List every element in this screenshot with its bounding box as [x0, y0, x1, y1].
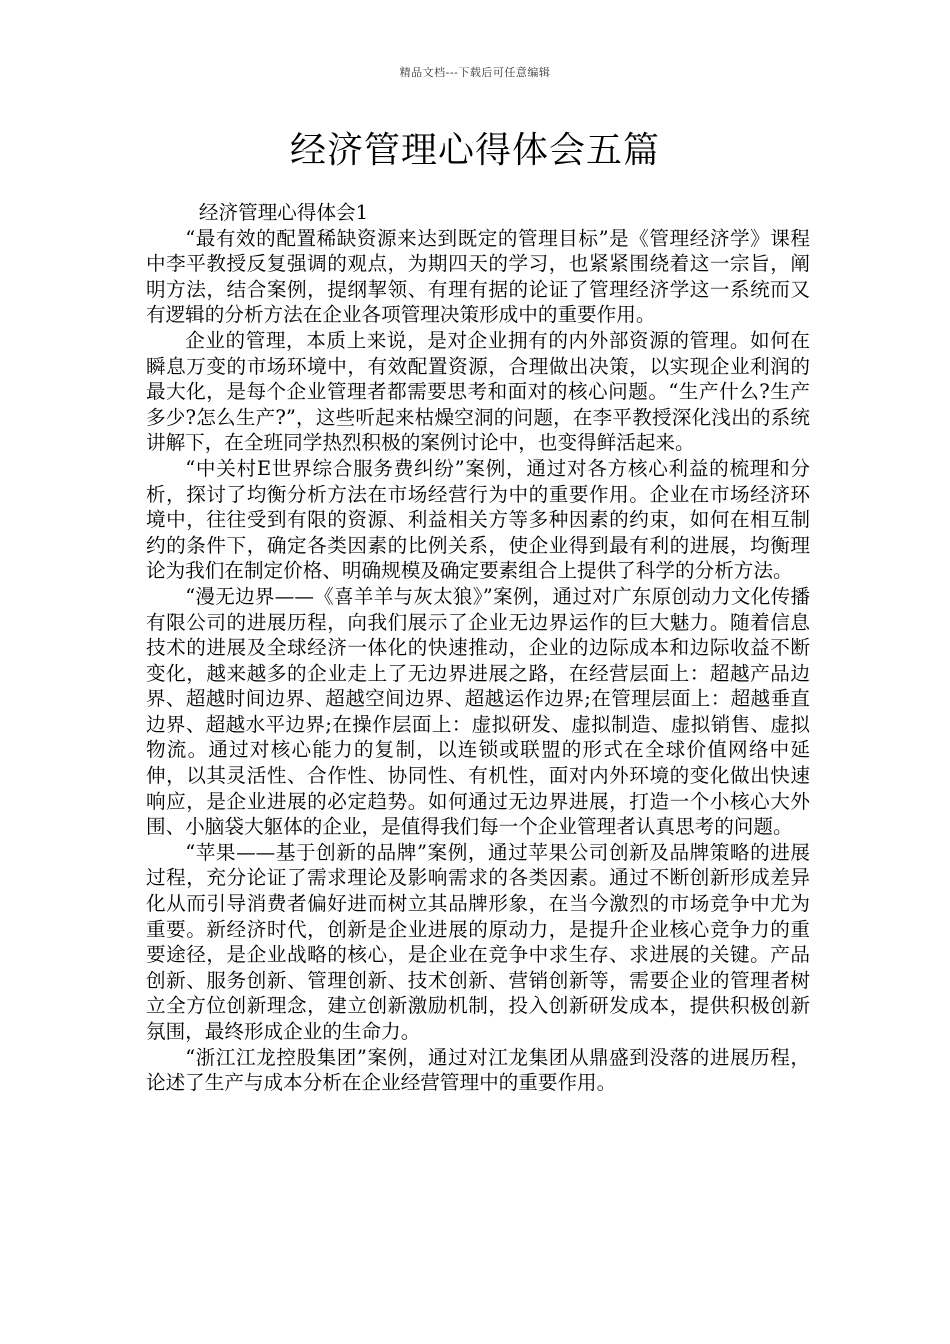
- paragraph: 企业的管理，本质上来说，是对企业拥有的内外部资源的管理。如何在瞬息万变的市场环境中，有效配置资源，合理做出决策，以实现企业利润的最大化，是每个企业管理者都需要思考和面对的核心问题。“生产什么?生产多少?怎么生产?”，这些听起来枯燥空洞的问题，在李平教授深化浅出的系统讲解下，在全班同学热烈积极的案例讨论中，也变得鲜活起来。: [146, 328, 810, 455]
- paragraph: “中关村E世界综合服务费纠纷”案例，通过对各方核心利益的梳理和分析，探讨了均衡分析方法在市场经营行为中的重要作用。企业在市场经济环境中，往往受到有限的资源、利益相关方等多种因素的约束，如何在相互制约的条件下，确定各类因素的比例关系，使企业得到最有利的进展，均衡理论为我们在制定价格、明确规模及确定要素组合上提供了科学的分析方法。: [146, 456, 810, 583]
- document-title: 经济管理心得体会五篇: [289, 130, 660, 171]
- paragraph: “苹果——基于创新的品牌”案例，通过苹果公司创新及品牌策略的进展过程，充分论证了需求理论及影响需求的各类因素。通过不断创新形成差异化从而引导消费者偏好进而树立其品牌形象，在当今激烈的市场竞争中尤为重要。新经济时代，创新是企业进展的原动力，是提升企业核心竞争力的重要途径，是企业战略的核心，是企业在竞争中求生存、求进展的关键。产品创新、服务创新、管理创新、技术创新、营销创新等，需要企业的管理者树立全方位创新理念，建立创新激励机制，投入创新研发成本，提供积极创新氛围，最终形成企业的生命力。: [146, 840, 810, 1043]
- paragraph: “浙江江龙控股集团”案例，通过对江龙集团从鼎盛到没落的进展历程，论述了生产与成本分析在企业经营管理中的重要作用。: [146, 1045, 810, 1095]
- paragraph: “漫无边界——《喜羊羊与灰太狼》”案例，通过对广东原创动力文化传播有限公司的进展历程，向我们展示了企业无边界运作的巨大魅力。随着信息技术的进展及全球经济一体化的快速推动，企业的边际成本和边际收益不断变化，越来越多的企业走上了无边界进展之路，在经营层面上：超越产品边界、超越时间边界、超越空间边界、超越运作边界;在管理层面上：超越垂直边界、超越水平边界;在操作层面上：虚拟研发、虚拟制造、虚拟销售、虚拟物流。通过对核心能力的复制，以连锁或联盟的形式在全球价值网络中延伸，以其灵活性、合作性、协同性、有机性，面对内外环境的变化做出快速响应，是企业进展的必定趋势。如何通过无边界进展，打造一个小核心大外围、小脑袋大躯体的企业，是值得我们每一个企业管理者认真思考的问题。: [146, 584, 810, 839]
- paragraph: “最有效的配置稀缺资源来达到既定的管理目标”是《管理经济学》课程中李平教授反复强调的观点，为期四天的学习，也紧紧围绕着这一宗旨，阐明方法，结合案例，提纲挈领、有理有据的论证了管理经济学这一系统而又有逻辑的分析方法在企业各项管理决策形成中的重要作用。: [146, 226, 810, 327]
- page-header-note: 精品文档---下载后可任意编辑: [399, 66, 551, 79]
- section-heading: 经济管理心得体会1: [198, 201, 369, 224]
- document-body: [146, 200, 810, 1096]
